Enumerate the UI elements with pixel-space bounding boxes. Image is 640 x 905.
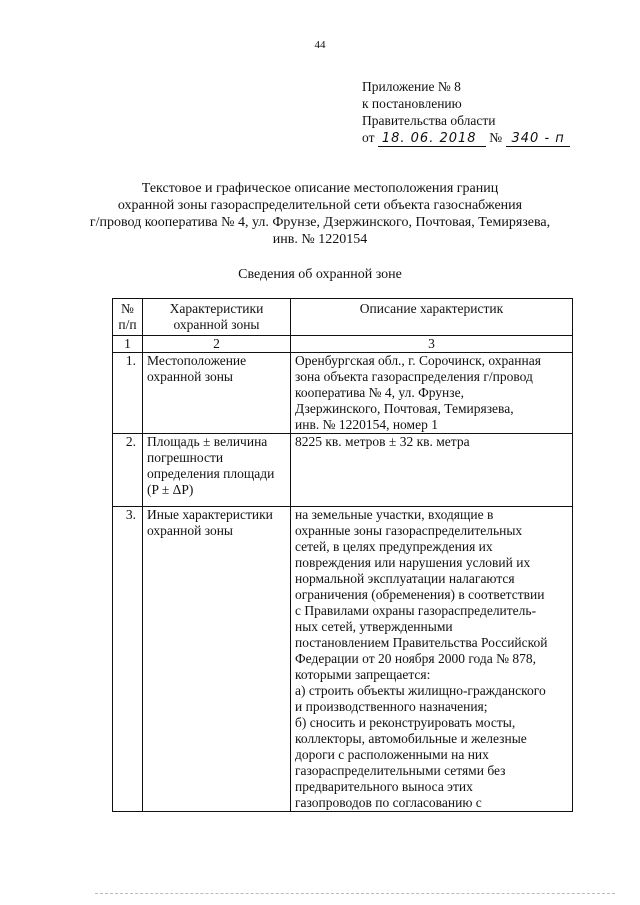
row-characteristic: Иные характеристики охранной зоны [143, 507, 291, 812]
appendix-line-3: Правительства области [362, 113, 496, 128]
handwritten-date: 18. 06. 2018 [378, 132, 486, 147]
row-description: 8225 кв. метров ± 32 кв. метра [291, 434, 573, 507]
row-description: на земельные участки, входящие в охранные зоны газораспределительных сетей, в целях предупреждения их повреждения или нарушения условий их нормальной эксплуатации налагаются ограничения (обременения) в соответствии с Правилами охраны газораспределитель- ных сетей, утвержденными постановлением Правительства Российской Федерации от 20 ноября 2000 года № 878, которыми запрещается: а) строить объекты жилищно-гражданского и производственного назначения; б) сносить и реконструировать мосты, коллекторы, автомобильные и железные дороги с расположенными на них газораспределительными сетями без предварительного выноса этих газопроводов по согласованию с [291, 507, 573, 812]
index-cell-1: 1 [113, 336, 143, 353]
title-line-4: инв. № 1220154 [272, 232, 368, 247]
index-cell-2: 2 [143, 336, 291, 353]
section-subtitle: Сведения об охранной зоне [238, 267, 402, 282]
row-number: 2. [113, 434, 143, 507]
title-line-1: Текстовое и графическое описание местоположения границ [141, 181, 499, 196]
header-characteristic: Характеристики охранной зоны [143, 299, 291, 336]
table-header-row [113, 299, 573, 336]
scan-edge-marks [95, 893, 615, 898]
row-characteristic: Местоположение охранной зоны [143, 353, 291, 434]
appendix-date-line [362, 129, 570, 147]
table-index-row [113, 336, 573, 353]
appendix-block [362, 78, 570, 147]
row-description: Оренбургская обл., г. Сорочинск, охранная зона объекта газораспределения г/провод кооператива № 4, ул. Фрунзе, Дзержинского, Почтовая, Темирязева, инв. № 1220154, номер 1 [291, 353, 573, 434]
protection-zone-table [112, 298, 573, 812]
title-line-2: охранной зоны газораспределительной сети объекта газоснабжения [117, 198, 523, 213]
table-row [113, 353, 573, 434]
from-label: от [362, 130, 375, 145]
header-description: Описание характеристик [291, 299, 573, 336]
index-cell-3: 3 [291, 336, 573, 353]
header-number: № п/п [113, 299, 143, 336]
appendix-line-1: Приложение № 8 [362, 79, 461, 94]
row-number: 3. [113, 507, 143, 812]
table-row [113, 434, 573, 507]
page-number: 44 [314, 39, 326, 51]
number-label: № [489, 130, 503, 145]
row-number: 1. [113, 353, 143, 434]
handwritten-number: 340 - п [506, 132, 570, 147]
appendix-line-2: к постановлению [362, 96, 462, 111]
table-row [113, 507, 573, 812]
document-title [60, 180, 580, 248]
title-line-3: г/провод кооператива № 4, ул. Фрунзе, Дзержинского, Почтовая, Темирязева, [89, 215, 551, 230]
row-characteristic: Площадь ± величина погрешности определения площади (P ± ΔP) [143, 434, 291, 507]
